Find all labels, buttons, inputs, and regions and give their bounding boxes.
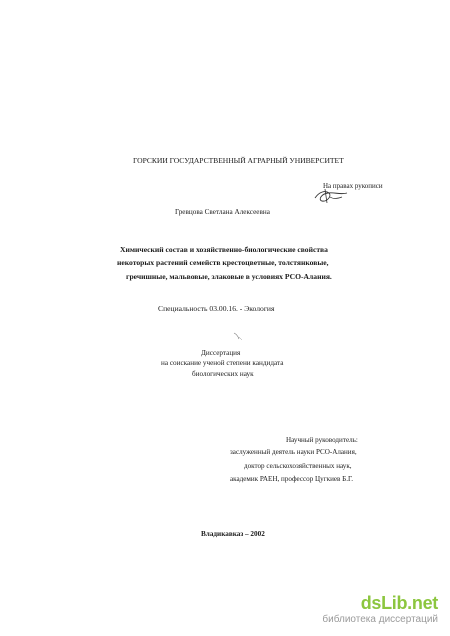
watermark-subtitle: библиотека диссертаций: [322, 614, 438, 625]
watermark-logo: dsLib.net: [360, 593, 438, 613]
dissertation-line-2: на соискание ученой степени кандидата: [161, 359, 284, 367]
watermark: [322, 593, 438, 629]
city-year: Владикавказ – 2002: [201, 530, 265, 538]
rights-note: На правах рукописи: [323, 182, 383, 190]
supervisor-line-2: заслуженный деятель науки РСО-Алания,: [230, 448, 357, 456]
dissertation-line-3: биологических наук: [192, 370, 254, 378]
specialty-line: Специальность 03.00.16. - Экология: [158, 304, 275, 313]
title-line-3: гречишные, мальвовые, злаковые в условиях РСО-Алания.: [126, 272, 332, 281]
supervisor-line-1: Научный руководитель:: [286, 436, 358, 444]
handwritten-signature: [309, 184, 353, 208]
university-name: ГОРСКИИ ГОСУДАРСТВЕННЫЙ АГРАРНЫЙ УНИВЕРСИТЕТ: [133, 156, 344, 165]
author-name: Гревцова Светлана Алексеевна: [175, 208, 270, 216]
pen-mark: [232, 331, 244, 341]
title-line-1: Химический состав и хозяйственно-биологические свойства: [120, 245, 328, 254]
supervisor-line-3: доктор сельскохозяйственных наук,: [244, 462, 352, 470]
supervisor-line-4: академик РАЕН, профессор Цугкиев Б.Г.: [230, 475, 354, 483]
dissertation-line-1: Диссертация: [201, 349, 241, 357]
title-line-2: некоторых растений семейств крестоцветные, толстянковые,: [117, 258, 329, 267]
